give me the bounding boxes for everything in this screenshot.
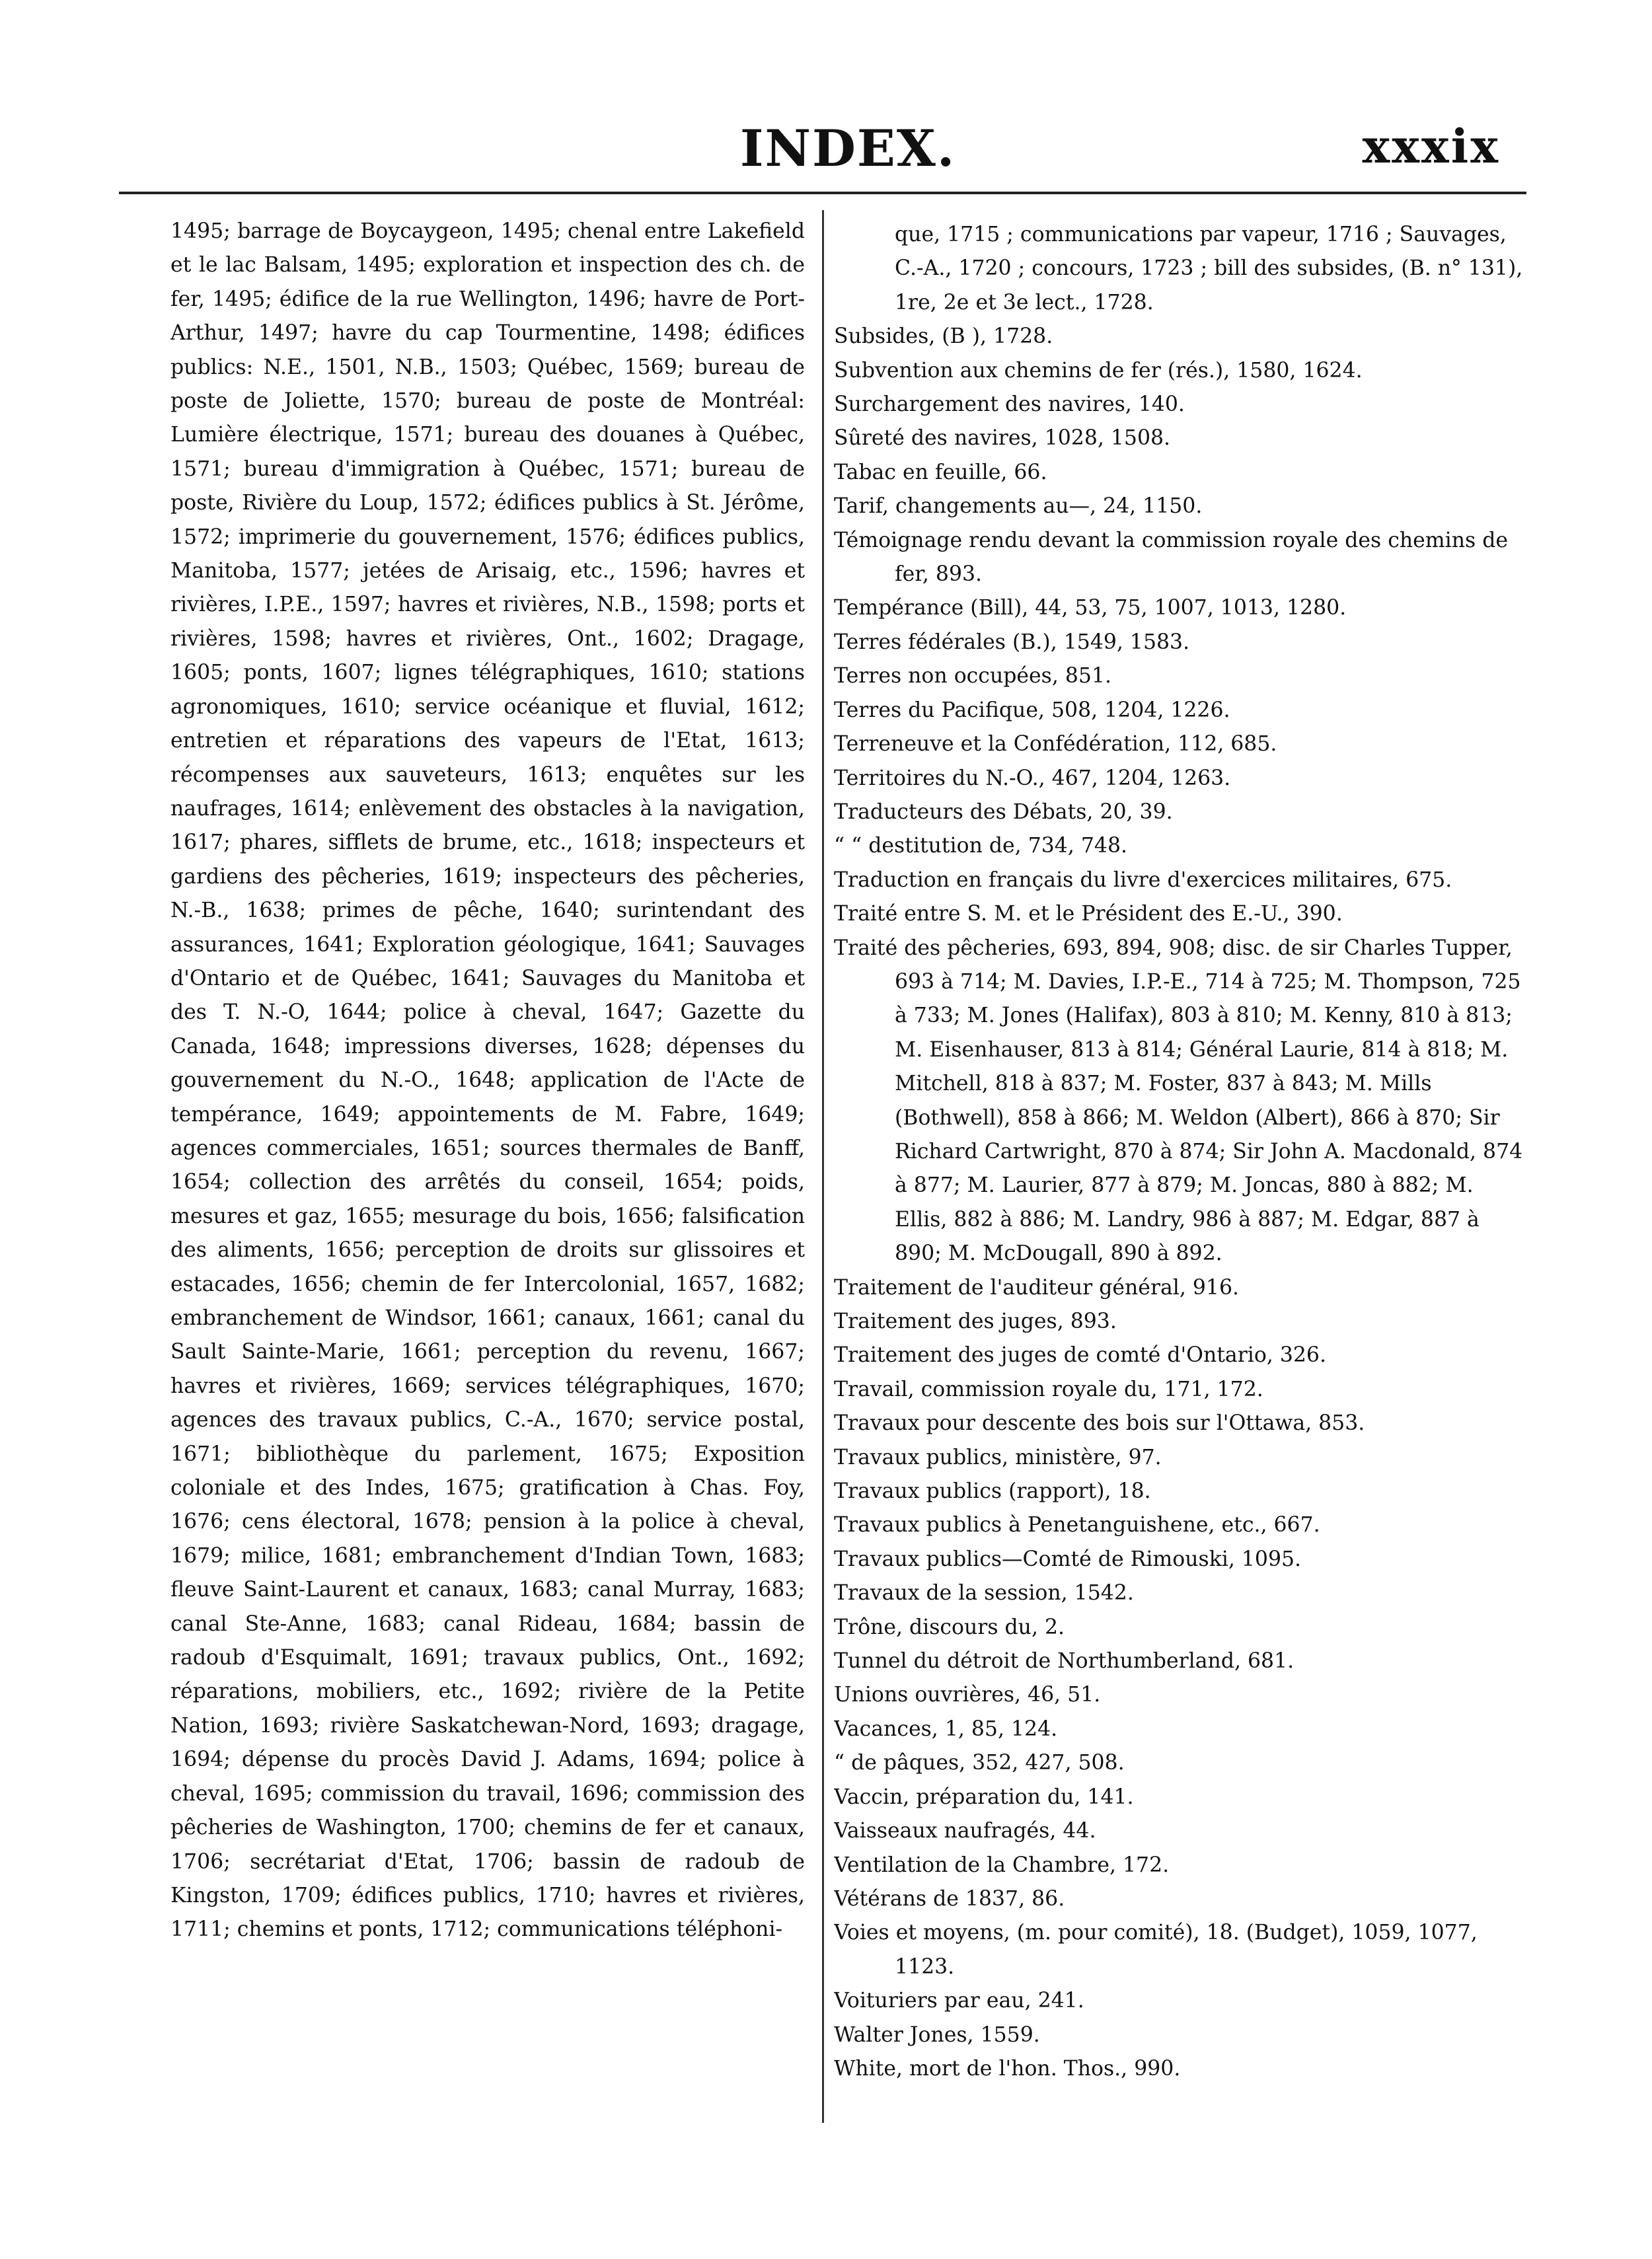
- index-entry: “ “ destitution de, 734, 748.: [834, 834, 1127, 858]
- index-entry: Voituriers par eau, 241.: [834, 1989, 1084, 2013]
- index-entry: Walter Jones, 1559.: [834, 2022, 1040, 2047]
- index-entry: “ de pâques, 352, 427, 508.: [834, 1751, 1125, 1775]
- index-entry: Traduction en français du livre d'exercices militaires, 675.: [834, 868, 1452, 892]
- left-column: [170, 215, 805, 2144]
- index-entry: Tarif, changements au—, 24, 1150.: [834, 494, 1203, 519]
- index-entry: Vaisseaux naufragés, 44.: [834, 1819, 1096, 1843]
- index-entry: que, 1715 ; communications par vapeur, 1716 ; Sauvages, C.-A., 1720 ; concours, 1723 ; bill des subsides, (B. n° 131), 1re, 2e et 3e lect., 1728.: [895, 223, 1523, 315]
- running-head: [0, 119, 1652, 192]
- index-entry: Vaccin, préparation du, 141.: [834, 1785, 1134, 1809]
- index-entry: Territoires du N.-O., 467, 1204, 1263.: [834, 766, 1231, 790]
- index-entry: Traitement des juges de comté d'Ontario, 326.: [834, 1343, 1326, 1368]
- index-entry: Terres du Pacifique, 508, 1204, 1226.: [834, 698, 1230, 722]
- index-entry: Subvention aux chemins de fer (rés.), 1580, 1624.: [834, 358, 1363, 383]
- index-entry: Surchargement des navires, 140.: [834, 392, 1185, 417]
- page-title: INDEX.: [740, 119, 956, 178]
- index-entry: Traité des pêcheries, 693, 894, 908; disc. de sir Charles Tupper, 693 à 714; M. Davies, I.P.-E., 714 à 725; M. Thompson, 725 à 733; M. Jones (Halifax), 803 à 810; M. Kenny, 810 à 813; M. Eisenhauser, 813 à 814; Général Laurie, 814 à 818; M. Mitchell, 818 à 837; M. Foster, 837 à 843; M. Mills (Bothwell), 858 à 866; M. Weldon (Albert), 866 à 870; Sir Richard Cartwright, 870 à 874; Sir John A. Macdonald, 874 à 877; M. Laurier, 877 à 879; M. Joncas, 880 à 882; M. Ellis, 882 à 886; M. Landry, 986 à 887; M. Edgar, 887 à 890; M. McDougall, 890 à 892.: [834, 936, 1523, 1266]
- header-rule: [119, 192, 1526, 194]
- index-entry: Vacances, 1, 85, 124.: [834, 1717, 1058, 1741]
- right-column: [834, 218, 1528, 2134]
- index-entry: Tabac en feuille, 66.: [834, 460, 1047, 484]
- index-entry: Tempérance (Bill), 44, 53, 75, 1007, 1013, 1280.: [834, 596, 1347, 620]
- index-entry: Voies et moyens, (m. pour comité), 18. (Budget), 1059, 1077, 1123.: [834, 1921, 1478, 1979]
- index-entry: Sûreté des navires, 1028, 1508.: [834, 426, 1171, 451]
- index-entry: Traducteurs des Débats, 20, 39.: [834, 799, 1173, 824]
- index-entry: Tunnel du détroit de Northumberland, 681.: [834, 1649, 1295, 1674]
- index-entry: Terres non occupées, 851.: [834, 664, 1112, 688]
- page-number: xxxix: [1362, 119, 1500, 174]
- index-entry: Travaux publics—Comté de Rimouski, 1095.: [834, 1547, 1302, 1571]
- index-entry: Travail, commission royale du, 171, 172.: [834, 1377, 1263, 1401]
- index-entry: Travaux publics à Penetanguishene, etc., 667.: [834, 1513, 1320, 1537]
- index-entry: Unions ouvrières, 46, 51.: [834, 1683, 1101, 1707]
- index-entry: Terreneuve et la Confédération, 112, 685.: [834, 732, 1277, 757]
- index-entry: Traité entre S. M. et le Président des E.-U., 390.: [834, 902, 1343, 926]
- index-entry: White, mort de l'hon. Thos., 990.: [834, 2056, 1181, 2081]
- index-entry: Travaux publics (rapport), 18.: [834, 1479, 1151, 1504]
- index-entry: Vétérans de 1837, 86.: [834, 1886, 1065, 1911]
- index-entry: Traitement de l'auditeur général, 916.: [834, 1275, 1240, 1300]
- column-divider: [822, 210, 824, 2123]
- left-column-text: 1495; barrage de Boycaygeon, 1495; chenal entre Lakefield et le lac Balsam, 1495; exploration et inspection des ch. de fer, 1495; édifice de la rue Wellington, 1496; havre de Port-Arthur, 1497; havre du cap Tourmentine, 1498; édifices publics: N.E., 1501, N.B., 1503; Québec, 1569; bureau de poste de Joliette, 1570; bureau de poste de Montréal: Lumière électrique, 1571; bureau des douanes à Québec, 1571; bureau d'immigration à Québec, 1571; bureau de poste, Rivière du Loup, 1572; édifices publics à St. Jérôme, 1572; imprimerie du gouvernement, 1576; édifices publics, Manitoba, 1577; jetées de Arisaig, etc., 1596; havres et rivières, I.P.E., 1597; havres et rivières, N.B., 1598; ports et rivières, 1598; havres et rivières, Ont., 1602; Dragage, 1605; ponts, 1607; lignes télégraphiques, 1610; stations agronomiques, 1610; service océanique et fluvial, 1612; entretien et réparations des vapeurs de l'Etat, 1613; récompenses aux sauveteurs, 1613; enquêtes sur les naufrages, 1614; enlèvement des obstacles à la navigation, 1617; phares, sifflets de brume, etc., 1618; inspecteurs et gardiens des pêcheries, 1619; inspecteurs des pêcheries, N.-B., 1638; primes de pêche, 1640; surintendant des assurances, 1641; Exploration géologique, 1641; Sauvages d'Ontario et de Québec, 1641; Sauvages du Manitoba et des T. N.-O, 1644; police à cheval, 1647; Gazette du Canada, 1648; impressions diverses, 1628; dépenses du gouvernement du N.-O., 1648; application de l'Acte de tempérance, 1649; appointements de M. Fabre, 1649; agences commerciales, 1651; sources thermales de Banff, 1654; collection des arrêtés du conseil, 1654; poids, mesures et gaz, 1655; mesurage du bois, 1656; falsification des aliments, 1656; perception de droits sur glissoires et estacades, 1656; chemin de fer Intercolonial, 1657, 1682; embranchement de Windsor, 1661; canaux, 1661; canal du Sault Sainte-Marie, 1661; perception du revenu, 1667; havres et rivières, 1669; services télégraphiques, 1670; agences des travaux publics, C.-A., 1670; service postal, 1671; bibliothèque du parlement, 1675; Exposition coloniale et des Indes, 1675; gratification à Chas. Foy, 1676; cens électoral, 1678; pension à la police à cheval, 1679; milice, 1681; embranchement d'Indian Town, 1683; fleuve Saint-Laurent et canaux, 1683; canal Murray, 1683; canal Ste-Anne, 1683; canal Rideau, 1684; bassin de radoub d'Esquimalt, 1691; travaux publics, Ont., 1692; réparations, mobiliers, etc., 1692; rivière de la Petite Nation, 1693; rivière Saskatchewan-Nord, 1693; dragage, 1694; dépense du procès David J. Adams, 1694; police à cheval, 1695; commission du travail, 1696; commission des pêcheries de Washington, 1700; chemins de fer et canaux, 1706; secrétariat d'Etat, 1706; bassin de radoub de Kingston, 1709; édifices publics, 1710; havres et rivières, 1711; chemins et ponts, 1712; communications téléphoni-: [170, 219, 805, 1942]
- index-entry: Ventilation de la Chambre, 172.: [834, 1853, 1170, 1877]
- index-entry: Subsides, (B ), 1728.: [834, 324, 1053, 349]
- index-entry: Terres fédérales (B.), 1549, 1583.: [834, 630, 1190, 654]
- index-entry: Trône, discours du, 2.: [834, 1615, 1065, 1639]
- index-entry: Travaux pour descente des bois sur l'Ottawa, 853.: [834, 1411, 1365, 1436]
- index-entry: Travaux de la session, 1542.: [834, 1581, 1134, 1606]
- index-entry: Travaux publics, ministère, 97.: [834, 1445, 1162, 1469]
- index-entry: Traitement des juges, 893.: [834, 1310, 1117, 1333]
- index-entry: Témoignage rendu devant la commission royale des chemins de fer, 893.: [834, 528, 1509, 587]
